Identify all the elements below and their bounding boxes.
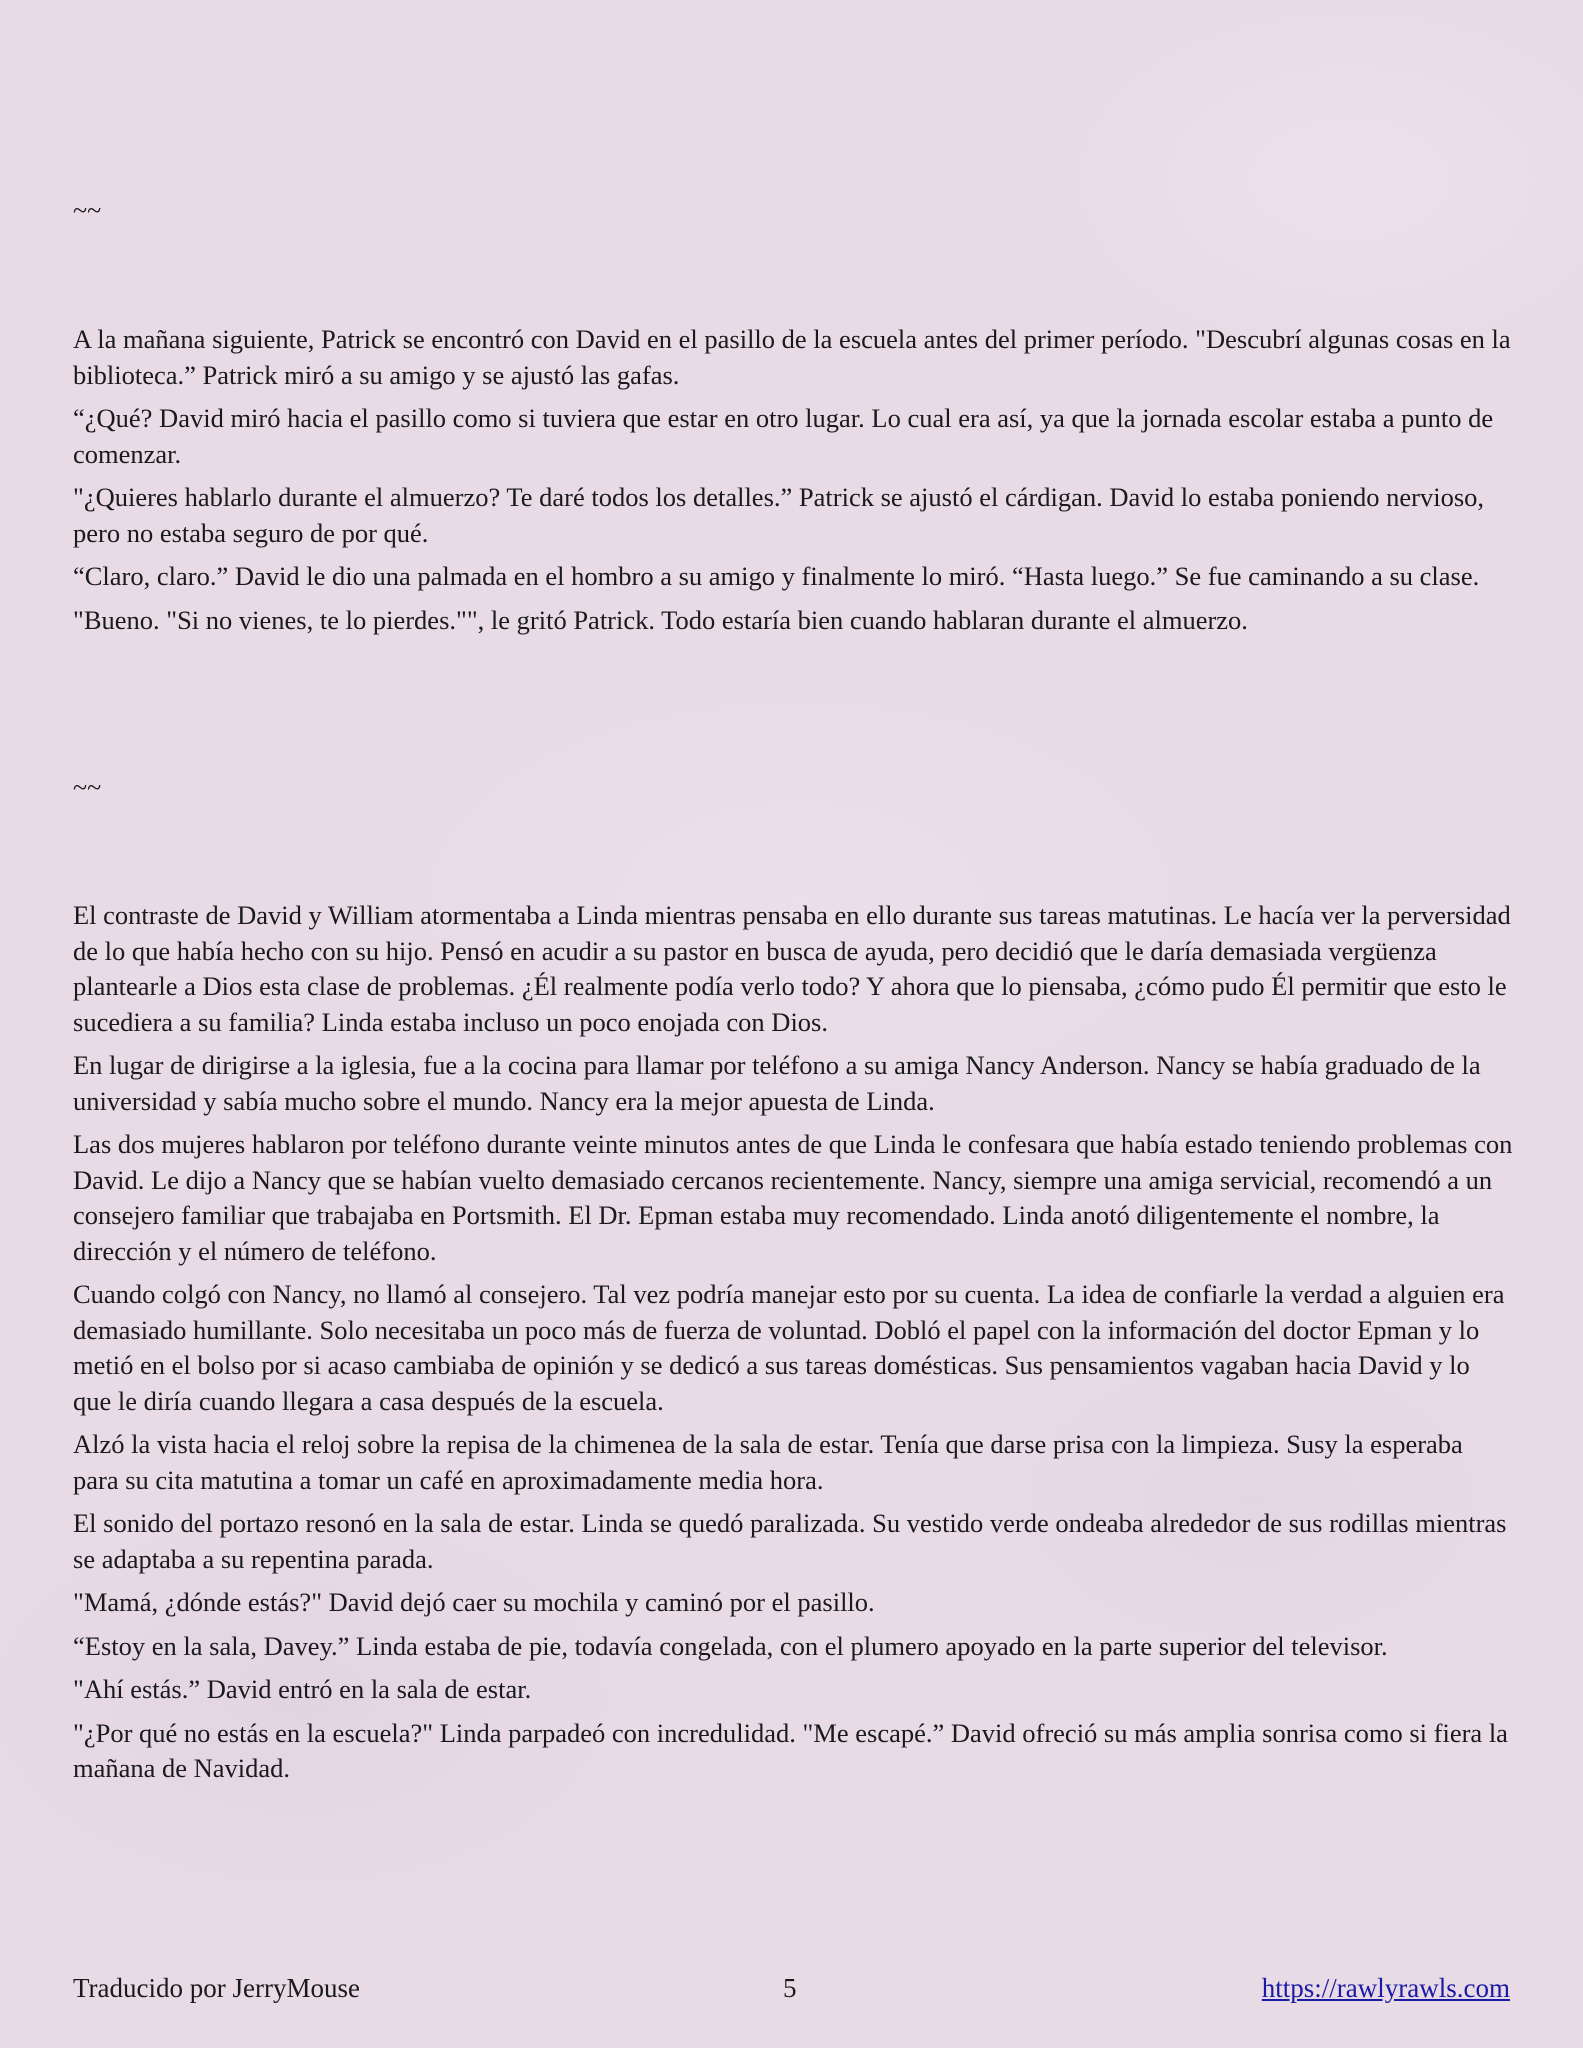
section-1-text bbox=[73, 322, 1513, 646]
paragraph: "Bueno. "Si no vienes, te lo pierdes."", le gritó Patrick. Todo estaría bien cuando hablaran durante el almuerzo. bbox=[73, 604, 1248, 635]
paragraph: Alzó la vista hacia el reloj sobre la repisa de la chimenea de la sala de estar. Tenía que darse prisa con la limpieza. Susy la esperaba para su cita matutina a tomar un café en aproximadamente media hora. bbox=[73, 1429, 1463, 1495]
paragraph: "¿Por qué no estás en la escuela?" Linda parpadeó con incredulidad. "Me escapé.” David ofreció su más amplia sonrisa como si fiera la mañana de Navidad. bbox=[73, 1717, 1508, 1783]
paragraph: Cuando colgó con Nancy, no llamó al consejero. Tal vez podría manejar esto por su cuenta. La idea de confiarle la verdad a alguien era demasiado humillante. Solo necesitaba un poco más de fuerza de voluntad. Dobló el papel con la información del doctor Epman y lo metió en el bolso por si acaso cambiaba de opinión y se dedicó a sus tareas domésticas. Sus pensamientos vagaban hacia David y lo que le diría cuando llegara a casa después de la escuela. bbox=[73, 1279, 1505, 1416]
website-link[interactable]: https://rawlyrawls.com bbox=[1261, 1973, 1510, 2003]
paragraph: “¿Qué? David miró hacia el pasillo como si tuviera que estar en otro lugar. Lo cual era así, ya que la jornada escolar estaba a punto de comenzar. bbox=[73, 403, 1494, 469]
paragraph: “Claro, claro.” David le dio una palmada en el hombro a su amigo y finalmente lo miró. “Hasta luego.” Se fue caminando a su clase. bbox=[73, 561, 1480, 591]
translator-credit: Traducido por JerryMouse bbox=[73, 1973, 360, 2003]
paragraph: "¿Quieres hablarlo durante el almuerzo? Te daré todos los detalles.” Patrick se ajustó el cárdigan. David lo estaba poniendo nervioso, pero no estaba seguro de por qué. bbox=[73, 482, 1485, 548]
paragraph: "Mamá, ¿dónde estás?" David dejó caer su mochila y caminó por el pasillo. bbox=[73, 1587, 875, 1617]
paragraph: "Ahí estás.” David entró en la sala de estar. bbox=[73, 1674, 532, 1704]
page-number: 5 bbox=[783, 1973, 797, 2003]
paragraph: “Estoy en la sala, Davey.” Linda estaba de pie, todavía congelada, con el plumero apoyado en la parte superior del televisor. bbox=[73, 1630, 1388, 1661]
paragraph: El contraste de David y William atormentaba a Linda mientras pensaba en ello durante sus tareas matutinas. Le hacía ver la perversidad de lo que había hecho con su hijo. Pensó en acudir a su pastor en busca de ayuda, pero decidió que le daría demasiada vergüenza plantearle a Dios esta clase de problemas. ¿Él realmente podía verlo todo? Y ahora que lo piensaba, ¿cómo pudo Él permitir que esto le sucediera a su familia? Linda estaba incluso un poco enojada con Dios. bbox=[73, 900, 1511, 1037]
paragraph: El sonido del portazo resonó en la sala de estar. Linda se quedó paralizada. Su vestido verde ondeaba alrededor de sus rodillas mientras se adaptaba a su repentina parada. bbox=[73, 1508, 1507, 1574]
section-2-text bbox=[73, 898, 1513, 1795]
page-footer bbox=[0, 1968, 1583, 2008]
paragraph: En lugar de dirigirse a la iglesia, fue a la cocina para llamar por teléfono a su amiga Nancy Anderson. Nancy se había graduado de la universidad y sabía mucho sobre el mundo. Nancy era la mejor apuesta de Linda. bbox=[73, 1050, 1481, 1116]
section-separator: ~~ bbox=[73, 773, 102, 802]
paragraph: Las dos mujeres hablaron por teléfono durante veinte minutos antes de que Linda le confesara que había estado teniendo problemas con David. Le dijo a Nancy que se habían vuelto demasiado cercanos recientemente. Nancy, siempre una amiga servicial, recomendó a un consejero familiar que trabajaba en Portsmith. El Dr. Epman estaba muy recomendado. Linda anotó diligentemente el nombre, la dirección y el número de teléfono. bbox=[73, 1129, 1513, 1266]
paragraph: A la mañana siguiente, Patrick se encontró con David en el pasillo de la escuela antes del primer período. "Descubrí algunas cosas en la biblioteca.” Patrick miró a su amigo y se ajustó las gafas. bbox=[73, 324, 1511, 390]
section-separator: ~~ bbox=[73, 196, 102, 225]
